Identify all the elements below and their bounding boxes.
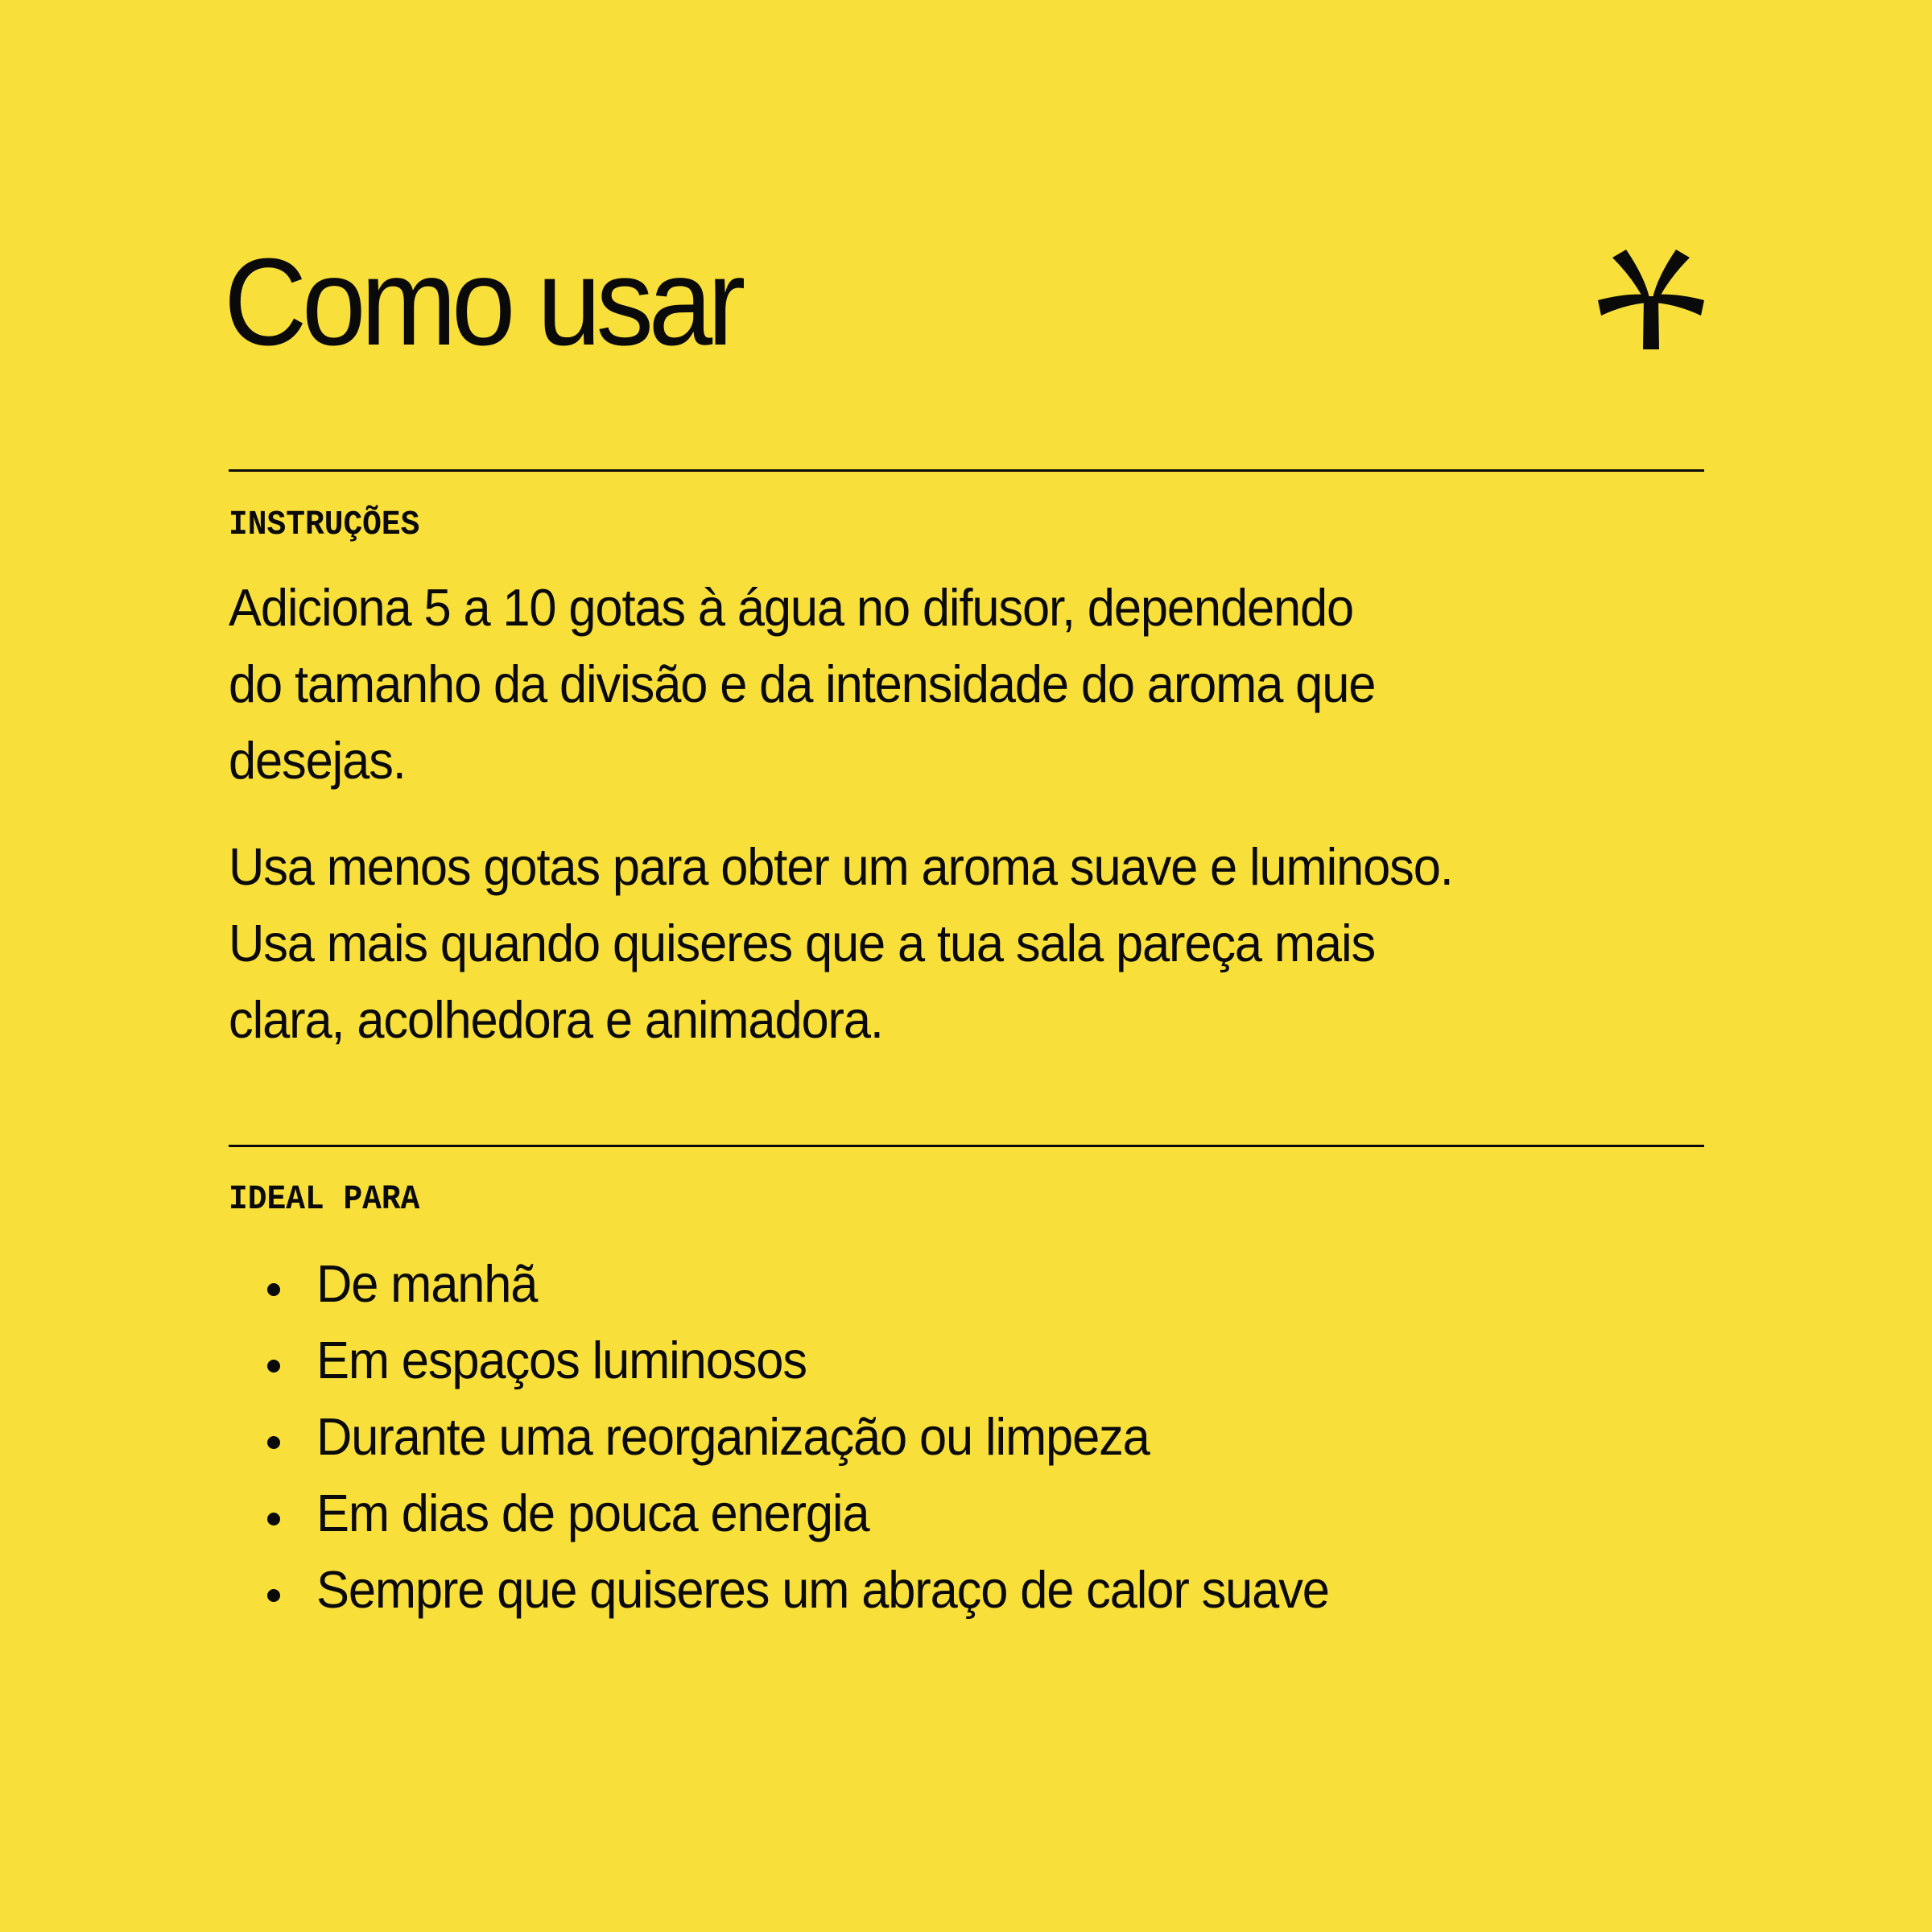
how-to-use-card [224,0,1704,1932]
list-item-text: Durante uma reorganização ou limpeza [316,1407,1150,1466]
instructions-paragraph [229,569,1674,799]
list-item-text: Em espaços luminosos [316,1331,807,1389]
header [224,233,1704,371]
paragraph-line: clara, acolhedora e animadora. [229,990,883,1049]
page-title: Como usar [224,233,741,371]
list-item-text: De manhã [316,1254,538,1313]
paragraph-line: Usa mais quando quiseres que a tua sala pareça mais [229,914,1376,972]
bullet-icon [267,1360,280,1373]
paragraph-line: Usa menos gotas para obter um aroma suave e luminoso. [229,837,1453,896]
bullet-icon [267,1436,280,1449]
paragraph-line: do tamanho da divisão e da intensidade do aroma que [229,654,1376,713]
paragraph-line: Adiciona 5 a 10 gotas à água no difusor, dependendo [229,578,1354,637]
section-label-ideal-for: IDEAL PARA [229,1179,420,1219]
list-item-text: Em dias de pouca energia [316,1484,869,1542]
divider [229,1145,1704,1147]
asterisk-logo-icon [1598,248,1704,349]
bullet-icon [267,1513,280,1525]
divider [229,469,1704,472]
paragraph-line: desejas. [229,731,406,790]
bullet-icon [267,1283,280,1296]
instructions-paragraph [229,828,1674,1058]
bullet-icon [267,1589,280,1602]
section-label-instructions: INSTRUÇÕES [229,505,420,544]
list-item-text: Sempre que quiseres um abraço de calor suave [316,1560,1329,1619]
